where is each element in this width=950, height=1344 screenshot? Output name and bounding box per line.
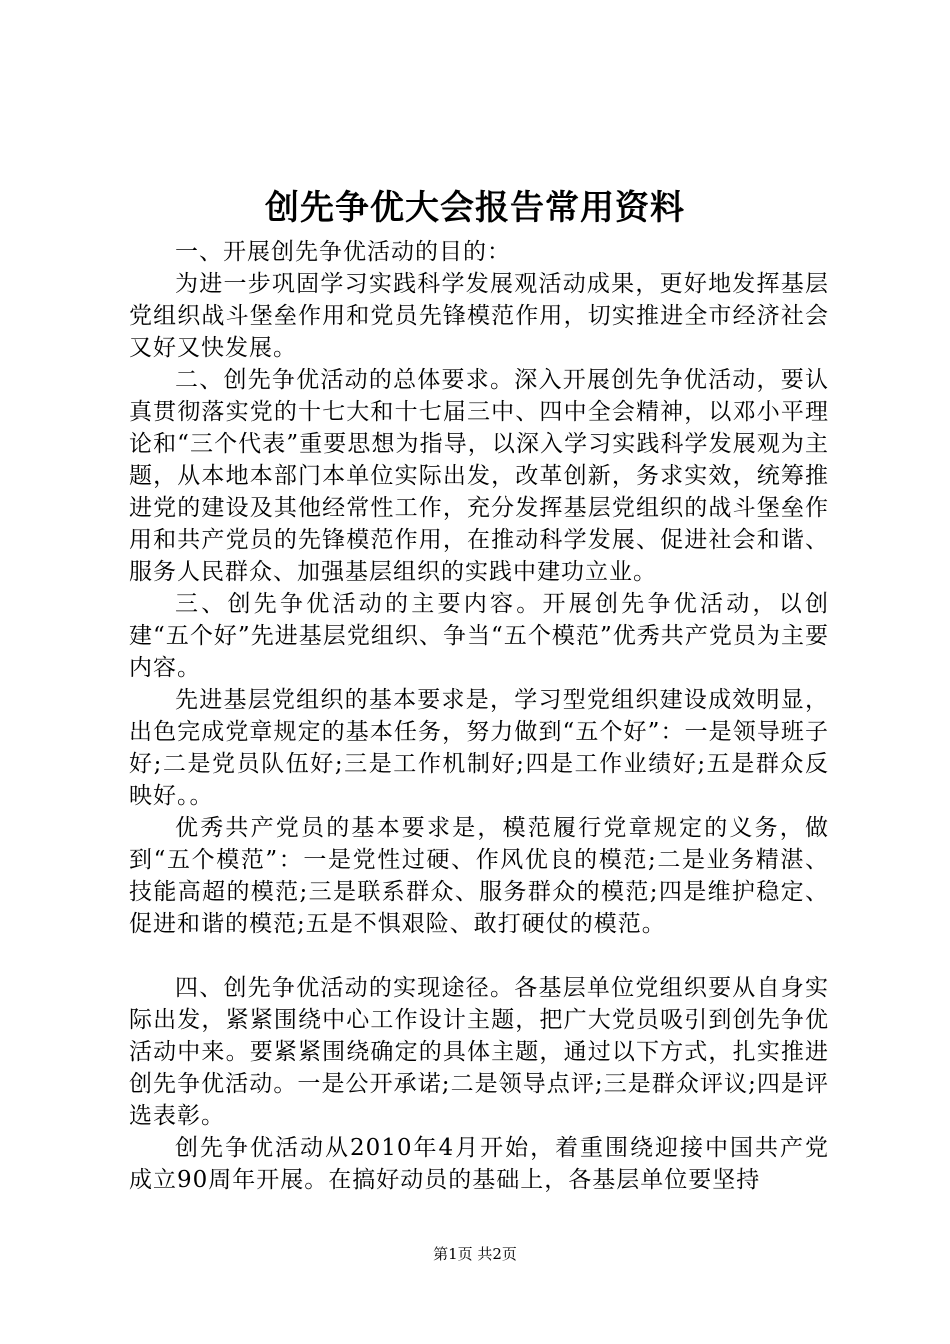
paragraph-timeline: 创先争优活动从2010年4月开始，着重围绕迎接中国共产党成立90周年开展。在搞好动员的基础上，各基层单位要坚持 — [129, 1135, 829, 1193]
document-title: 创先争优大会报告常用资料 — [265, 188, 685, 228]
paragraph-main-content: 三、创先争优活动的主要内容。开展创先争优活动，以创建“五个好”先进基层党组织、争当“五个模范”优秀共产党员为主要内容。 — [129, 591, 829, 681]
paragraph-implementation: 四、创先争优活动的实现途径。各基层单位党组织要从自身实际出发，紧紧围绕中心工作设计主题，把广大党员吸引到创先争优活动中来。要紧紧围绕确定的具体主题，通过以下方式，扎实推进创先争优活动。一是公开承诺;二是领导点评;三是群众评议;四是评选表彰。 — [129, 975, 829, 1129]
paragraph-party-member-requirements: 优秀共产党员的基本要求是，模范履行党章规定的义务，做到“五个模范”：一是党性过硬、作风优良的模范;二是业务精湛、技能高超的模范;三是联系群众、服务群众的模范;四是维护稳定、促进和谐的模范;五是不惧艰险、敢打硬仗的模范。 — [129, 815, 829, 937]
paragraph-purpose-heading: 一、开展创先争优活动的目的： — [175, 239, 511, 265]
paragraph-party-organization-requirements: 先进基层党组织的基本要求是，学习型党组织建设成效明显，出色完成党章规定的基本任务，努力做到“五个好”：一是领导班子好;二是党员队伍好;三是工作机制好;四是工作业绩好;五是群众反映好。。 — [129, 687, 829, 809]
paragraph-spacer — [129, 940, 829, 972]
paragraph-purpose: 为进一步巩固学习实践科学发展观活动成果，更好地发挥基层党组织战斗堡垒作用和党员先锋模范作用，切实推进全市经济社会又好又快发展。 — [129, 271, 829, 361]
page-number-footer: 第1页 共2页 — [433, 1245, 517, 1263]
paragraph-general-requirements: 二、创先争优活动的总体要求。深入开展创先争优活动，要认真贯彻落实党的十七大和十七届三中、四中全会精神，以邓小平理论和“三个代表”重要思想为指导，以深入学习实践科学发展观为主题，从本地本部门本单位实际出发，改革创新，务求实效，统筹推进党的建设及其他经常性工作，充分发挥基层党组织的战斗堡垒作用和共产党员的先锋模范作用，在推动科学发展、促进社会和谐、服务人民群众、加强基层组织的实践中建功立业。 — [129, 367, 829, 585]
document-body — [129, 236, 829, 1196]
